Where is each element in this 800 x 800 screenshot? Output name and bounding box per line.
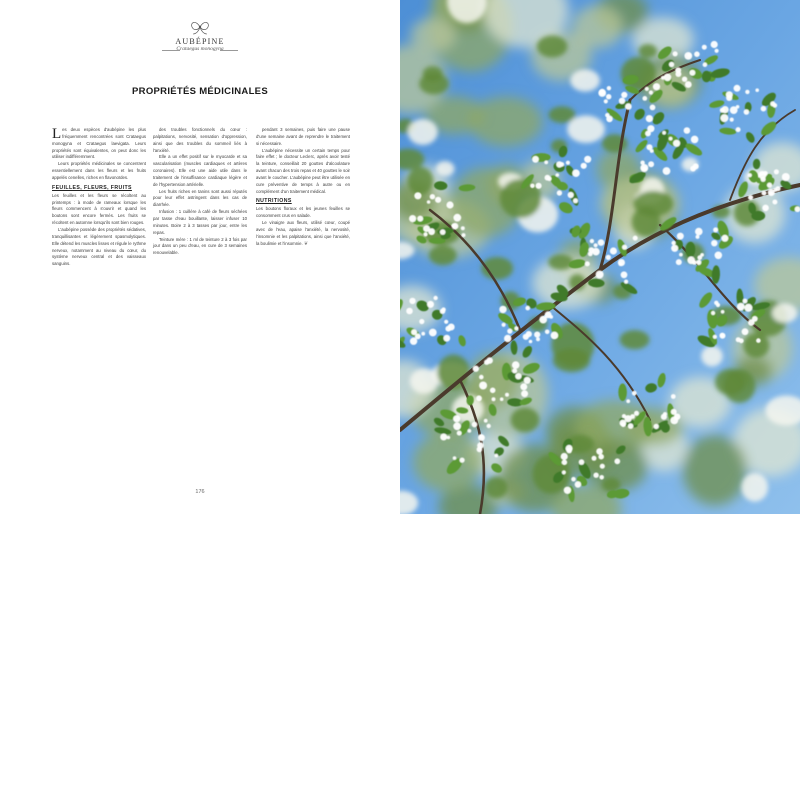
- blossom: [534, 332, 540, 338]
- blossom: [521, 390, 528, 397]
- blossom: [499, 306, 506, 313]
- paragraph: [256, 127, 350, 148]
- blossom: [673, 140, 680, 147]
- paragraph: [153, 154, 247, 188]
- blossom: [490, 388, 496, 394]
- midground-foliage: [621, 57, 656, 90]
- blossom: [514, 326, 518, 330]
- blossom: [653, 83, 660, 90]
- blossom: [730, 118, 734, 122]
- text-column-1: [52, 127, 146, 268]
- blossom: [557, 190, 562, 195]
- blossom: [767, 183, 772, 188]
- blossom: [713, 335, 717, 339]
- background-foliage: [410, 18, 456, 52]
- drop-cap: L: [52, 126, 62, 142]
- blossom: [409, 215, 416, 222]
- blossom: [545, 311, 552, 318]
- paragraph: [52, 161, 146, 182]
- blossom: [715, 49, 719, 53]
- blossom: [525, 306, 530, 311]
- blossom: [721, 310, 725, 314]
- blossom: [584, 156, 591, 163]
- blossom: [677, 233, 684, 240]
- blossom: [621, 422, 626, 427]
- blossom: [685, 81, 692, 88]
- paragraph-text: pendant 3 semaines, puis faire une pause d'une semaine avant de reprendre le traitement si nécessaire.: [256, 127, 350, 146]
- blossom: [744, 109, 750, 115]
- paragraph: [153, 127, 247, 154]
- blossom: [512, 361, 520, 369]
- blossom: [654, 424, 659, 429]
- blossom: [585, 261, 590, 266]
- midground-foliage: [553, 348, 590, 372]
- blossom: [761, 106, 767, 112]
- blossom: [551, 332, 559, 340]
- midground-foliage: [537, 36, 568, 58]
- blossom: [451, 223, 456, 228]
- midground-foliage: [548, 254, 573, 270]
- blossom: [561, 453, 568, 460]
- blossom: [713, 227, 718, 232]
- blossom: [691, 136, 699, 144]
- blossom: [462, 233, 466, 237]
- blossom: [614, 458, 620, 464]
- blossom: [429, 329, 437, 337]
- blossom: [572, 169, 580, 177]
- background-foliage: [413, 432, 483, 492]
- blossom: [457, 431, 462, 436]
- blossom: [642, 96, 647, 101]
- blossom: [711, 41, 718, 48]
- blossom: [696, 260, 701, 265]
- midground-foliage: [741, 473, 768, 502]
- blossom: [410, 338, 417, 345]
- blossom: [624, 280, 628, 284]
- blossom: [486, 357, 493, 364]
- blossom: [693, 163, 699, 169]
- blossom: [487, 424, 491, 428]
- midground-foliage: [701, 346, 723, 367]
- paragraph: [256, 220, 350, 247]
- blossom: [440, 434, 447, 441]
- blossom: [427, 301, 434, 308]
- blossom: [507, 329, 512, 334]
- blossom: [566, 448, 572, 454]
- blossom: [645, 87, 649, 91]
- blossom: [575, 481, 582, 488]
- blossom: [736, 105, 740, 109]
- blossom: [743, 299, 748, 304]
- blossom: [621, 271, 628, 278]
- midground-foliage: [511, 408, 540, 433]
- blossom: [505, 393, 509, 397]
- blossom: [409, 298, 415, 304]
- paragraph: [153, 237, 247, 258]
- blossom: [536, 337, 540, 341]
- blossom: [500, 397, 504, 401]
- blossom: [598, 89, 606, 97]
- midground-foliage: [772, 303, 797, 322]
- background-foliage: [683, 435, 747, 505]
- blossom: [769, 191, 773, 195]
- blossom: [598, 454, 604, 460]
- blossom: [661, 76, 665, 80]
- blossom: [472, 422, 478, 428]
- blossom: [762, 205, 769, 212]
- blossom: [453, 456, 457, 460]
- end-mark-icon: ❦: [303, 240, 309, 247]
- blossom: [593, 473, 598, 478]
- midground-foliage: [408, 167, 434, 195]
- blossom: [573, 198, 578, 203]
- paragraph-text: Les boutons floraux et les jeunes feuilles se consomment crus en salade.: [256, 206, 350, 219]
- blossom: [524, 377, 531, 384]
- blossom: [592, 456, 597, 461]
- blossom: [669, 62, 674, 67]
- blossom: [440, 309, 445, 314]
- blossom: [702, 45, 707, 50]
- blossom: [626, 399, 630, 403]
- paragraph-text: des troubles fonctionnels du cœur : palpitations, nervosité, sensation d'oppression, ainsi que des troubles du sommeil liés à l'anxiété.: [153, 127, 247, 153]
- blossom: [650, 149, 654, 153]
- blossom: [670, 417, 678, 425]
- blossom: [417, 216, 423, 222]
- blossom: [606, 255, 611, 260]
- blossom: [621, 92, 627, 98]
- section-title: PROPRIÉTÉS MÉDICINALES: [132, 86, 268, 97]
- blossom: [640, 161, 644, 165]
- blossom: [594, 243, 598, 247]
- blossom: [599, 475, 604, 480]
- blossom: [421, 332, 425, 336]
- blossom: [446, 201, 453, 208]
- blossom: [423, 225, 430, 232]
- midground-foliage: [634, 191, 674, 217]
- midground-foliage: [567, 115, 605, 143]
- blossom: [504, 335, 511, 342]
- blossom: [752, 316, 758, 322]
- midground-foliage: [500, 179, 541, 218]
- blossom: [648, 161, 654, 167]
- blossom: [671, 245, 678, 252]
- blossom: [427, 200, 431, 204]
- blossom: [433, 296, 437, 300]
- blossom: [696, 235, 700, 239]
- blossom: [610, 247, 617, 254]
- blossom: [695, 228, 703, 236]
- midground-foliage: [639, 44, 657, 58]
- paragraph-text: Les feuilles et les fleurs se récoltent au printemps : à mode de rameaux lorsque les fleurs commencent à s'ouvrir et quand les boutons sont encore fermés. Les fruits se récoltent en automne lorsqu'ils sont bien rouges.: [52, 192, 146, 226]
- blossom: [473, 366, 479, 372]
- blossom: [476, 395, 482, 401]
- midground-foliage: [570, 69, 600, 91]
- blossom: [720, 108, 725, 113]
- blossom: [697, 255, 702, 260]
- blossom: [721, 235, 728, 242]
- blossom: [619, 262, 623, 266]
- blossom: [748, 173, 752, 177]
- blossom: [619, 98, 625, 104]
- blossom: [520, 383, 527, 390]
- blossom: [430, 194, 435, 199]
- blossom: [715, 252, 723, 260]
- blossom: [622, 245, 627, 250]
- blossom: [411, 329, 417, 335]
- blossom: [568, 192, 574, 198]
- blossom: [664, 74, 672, 82]
- blossom: [628, 423, 634, 429]
- blossom: [414, 192, 421, 199]
- blossom: [762, 191, 767, 196]
- blossom: [453, 422, 461, 430]
- blossom: [604, 99, 608, 103]
- blossom: [782, 173, 790, 181]
- blossom: [711, 240, 717, 246]
- blossom: [566, 161, 570, 165]
- blossom: [547, 177, 552, 182]
- blossom: [435, 197, 441, 203]
- blossom: [478, 434, 483, 439]
- blossom: [687, 256, 695, 264]
- blossom: [589, 247, 595, 253]
- blossom: [579, 459, 585, 465]
- midground-foliage: [436, 161, 455, 176]
- paragraph-text: es deux espèces d'aubépine les plus fréquemment rencontrées sont Crataegus monogyna et Crataegus laevigata. Leurs propriétés sont équivalentes, on peut donc les utiliser indifféremment.: [52, 127, 146, 160]
- blossom: [530, 184, 535, 189]
- text-column-2: [153, 127, 247, 257]
- blossom: [745, 90, 749, 94]
- blossom: [756, 338, 761, 343]
- leaf: [618, 384, 627, 402]
- blossom: [571, 477, 576, 482]
- blossom: [625, 103, 632, 110]
- blossom: [714, 301, 718, 305]
- blossom: [726, 95, 732, 101]
- blossom: [632, 391, 637, 396]
- hawthorn-photo: [400, 0, 800, 514]
- blossom: [468, 429, 472, 433]
- blossom: [562, 470, 566, 474]
- paragraph-text: Elle a un effet positif sur le myocarde et sa vascularisation (muscles cardiaques et artères coronaires). Elle est une aide utile dans le traitement de l'insuffisance cardiaque légère et de l'hypertension artérielle.: [153, 154, 247, 187]
- blossom: [650, 105, 656, 111]
- blossom: [444, 320, 448, 324]
- paragraph: [52, 227, 146, 268]
- blossom: [545, 330, 550, 335]
- subheading: NUTRITIONS: [256, 198, 292, 205]
- blossom: [443, 335, 450, 342]
- blossom: [671, 394, 676, 399]
- blossom: [526, 331, 532, 337]
- blossom: [606, 116, 613, 123]
- paragraph: [153, 209, 247, 236]
- midground-foliage: [423, 66, 443, 81]
- blossom: [720, 114, 728, 122]
- blossom: [687, 53, 691, 57]
- background-foliage: [468, 97, 543, 147]
- blossom: [406, 308, 413, 315]
- blossom: [736, 337, 741, 342]
- blossom: [634, 411, 639, 416]
- blossom: [748, 195, 753, 200]
- blossom: [492, 397, 496, 401]
- blossom: [679, 253, 683, 257]
- blossom: [512, 368, 517, 373]
- blossom: [671, 409, 677, 415]
- blossom: [761, 177, 766, 182]
- blossom: [770, 101, 775, 106]
- blossom: [596, 448, 603, 455]
- blossom: [633, 236, 638, 241]
- midground-foliage: [723, 369, 755, 403]
- blossom: [744, 304, 752, 312]
- blossom: [424, 232, 428, 236]
- blossom: [502, 323, 506, 327]
- blossom: [689, 70, 695, 76]
- midground-foliage: [620, 330, 650, 349]
- blossom: [662, 131, 666, 135]
- paragraph-text: L'aubépine nécessite un certain temps pour faire effet ; le docteur Leclerc, après avoir testé la teinture, conseillait 20 gouttes d'alcoolature avant chacun des trois repas et 40 gouttes le soir avant le coucher. L'aubépine peut être utilisée en cure préventive de temps à autre ou en complément d'un traitement médical.: [256, 147, 350, 194]
- paragraph-text: Le vinaigre aux fleurs, utilisé cœur, coupé avec de l'eau, apaise l'anxiété, la nervosité, l'insomnie et les palpitations, ainsi que l'anxiété, la boulimie et l'insomnie.: [256, 220, 350, 246]
- blossom: [671, 241, 675, 245]
- blossom: [755, 88, 759, 92]
- plant-name: AUBÉPINE: [175, 37, 225, 46]
- midground-foliage: [429, 245, 457, 265]
- blossom: [598, 239, 605, 246]
- blossom: [736, 127, 741, 132]
- blossom: [460, 458, 465, 463]
- blossom: [590, 239, 594, 243]
- blossom: [663, 412, 667, 416]
- blossom: [479, 382, 487, 390]
- paragraph: [153, 189, 247, 210]
- blossom: [703, 62, 708, 67]
- blossom: [453, 415, 460, 422]
- blossom: [742, 328, 749, 335]
- blossom: [663, 167, 671, 175]
- blossom: [536, 183, 542, 189]
- blossom: [773, 188, 777, 192]
- blossom: [529, 340, 533, 344]
- blossom: [645, 131, 651, 137]
- paragraph: [52, 127, 146, 161]
- midground-foliage: [743, 333, 769, 358]
- blossom: [562, 460, 568, 466]
- paragraph: [256, 206, 350, 220]
- blossom: [625, 415, 632, 422]
- blossom: [669, 137, 673, 141]
- blossom: [684, 127, 691, 134]
- paragraph: [256, 148, 350, 196]
- blossom: [556, 161, 562, 167]
- page-number: 176: [195, 489, 205, 495]
- blossom: [774, 169, 779, 174]
- blossom: [495, 454, 499, 458]
- latin-rule-right: [220, 50, 238, 51]
- latin-name: Crataegus monogyna: [176, 46, 224, 52]
- blossom: [649, 90, 653, 94]
- midground-foliage: [408, 119, 438, 145]
- blossom: [461, 226, 465, 230]
- paragraph-text: Teinture mère : 1 ml de teinture 2 à 3 fois par jour dans un peu d'eau, en cure de 3 semaines renouvelable.: [153, 236, 247, 256]
- subheading: FEUILLES, FLEURS, FRUITS: [52, 184, 132, 191]
- paragraph-text: L'aubépine possède des propriétés sédatives, tranquillisantes et légèrement spasmolytiques. Elle détend les muscles lisses et régule le rythme nerveux, notamment au niveau du cœur, du système nerveux central et des vaisseaux sanguins.: [52, 226, 146, 267]
- blossom: [734, 85, 741, 92]
- blossom: [544, 161, 548, 165]
- paragraph-text: Les fruits riches en tanins sont aussi réputés pour leur effet astringent dans les cas de diarrhée.: [153, 188, 247, 208]
- blossom: [676, 259, 682, 265]
- blossom: [606, 94, 611, 99]
- blossom: [675, 67, 681, 73]
- blossom: [682, 77, 687, 82]
- blossom: [556, 173, 560, 177]
- text-column-3: [256, 127, 350, 248]
- blossom: [448, 324, 455, 331]
- blossom: [763, 171, 768, 176]
- blossom: [646, 115, 653, 122]
- paragraph-text: Leurs propriétés médicinales se concentrent essentiellement dans les fleurs et les fruits appelés cenelles, riches en flavonoïdes.: [52, 161, 146, 180]
- blossom: [720, 333, 726, 339]
- paragraph-text: Infusion : 1 cuillère à café de fleurs séchées par tasse d'eau bouillante, laisser infuser 10 minutes. Boire 2 à 3 tasses par jour, entre les repas.: [153, 209, 247, 235]
- blossom: [453, 214, 461, 222]
- left-page: [0, 0, 400, 514]
- floral-ornament-icon: [186, 18, 214, 36]
- blossom: [477, 442, 484, 449]
- blossom: [600, 464, 605, 469]
- blossom: [737, 303, 745, 311]
- blossom: [515, 373, 521, 379]
- blossom: [642, 167, 647, 172]
- blossom: [673, 51, 678, 56]
- blossom: [564, 487, 571, 494]
- blossom: [694, 51, 700, 57]
- hawthorn-photo-image: [400, 0, 800, 514]
- blossom: [440, 229, 446, 235]
- blossom: [484, 419, 488, 423]
- blossom: [607, 86, 611, 90]
- blossom: [711, 311, 715, 315]
- blossom: [772, 200, 777, 205]
- blossom: [581, 163, 587, 169]
- blossom: [532, 156, 539, 163]
- paragraph: [52, 193, 146, 227]
- blossom: [479, 375, 484, 380]
- midground-foliage: [485, 477, 508, 499]
- blossom: [419, 319, 424, 324]
- blossom: [596, 271, 604, 279]
